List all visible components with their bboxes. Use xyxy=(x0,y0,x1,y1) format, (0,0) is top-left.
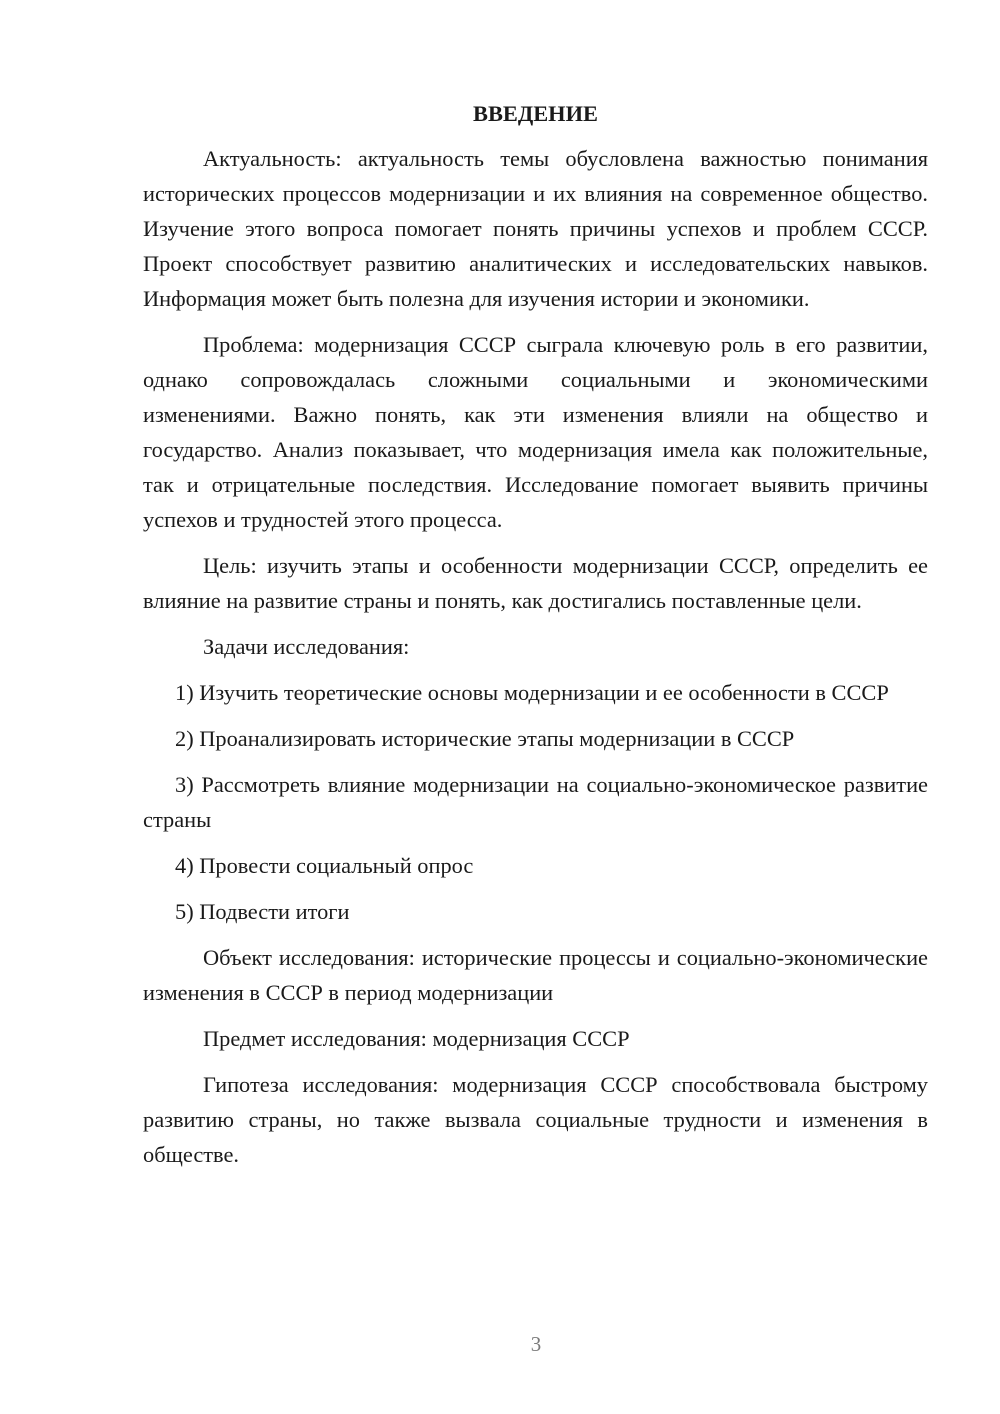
problem-paragraph: Проблема: модернизация СССР сыграла ключевую роль в его развитии, однако сопровождалась сложными социальными и экономическими изменениями. Важно понять, как эти изменения влияли на общество и государство. Анализ показывает, что модернизация имела как положительные, так и отрицательные последствия. Исследование помогает выявить причины успехов и трудностей этого процесса. xyxy=(143,332,928,532)
hypothesis-paragraph: Гипотеза исследования: модернизация СССР способствовала быстрому развитию страны, но также вызвала социальные трудности и изменения в обществе. xyxy=(143,1072,928,1167)
subject-paragraph: Предмет исследования: модернизация СССР xyxy=(203,1026,630,1051)
page-content xyxy=(143,96,928,1183)
page-number: 3 xyxy=(530,1332,542,1356)
task-item: 2) Проанализировать исторические этапы модернизации в СССР xyxy=(175,726,795,751)
object-paragraph: Объект исследования: исторические процессы и социально-экономические изменения в СССР в период модернизации xyxy=(143,945,928,1005)
goal-paragraph: Цель: изучить этапы и особенности модернизации СССР, определить ее влияние на развитие страны и понять, как достигались поставленные цели. xyxy=(143,553,928,613)
relevance-paragraph: Актуальность: актуальность темы обусловлена важностью понимания исторических процессов модернизации и их влияния на современное общество. Изучение этого вопроса помогает понять причины успехов и проблем СССР. Проект способствует развитию аналитических и исследовательских навыков. Информация может быть полезна для изучения истории и экономики. xyxy=(143,146,928,311)
tasks-heading: Задачи исследования: xyxy=(203,634,410,659)
task-item: 3) Рассмотреть влияние модернизации на социально-экономическое развитие страны xyxy=(143,772,928,832)
task-item: 1) Изучить теоретические основы модернизации и ее особенности в СССР xyxy=(175,680,889,705)
task-item: 5) Подвести итоги xyxy=(175,899,350,924)
task-item: 4) Провести социальный опрос xyxy=(175,853,474,878)
section-title: ВВЕДЕНИЕ xyxy=(473,101,598,126)
